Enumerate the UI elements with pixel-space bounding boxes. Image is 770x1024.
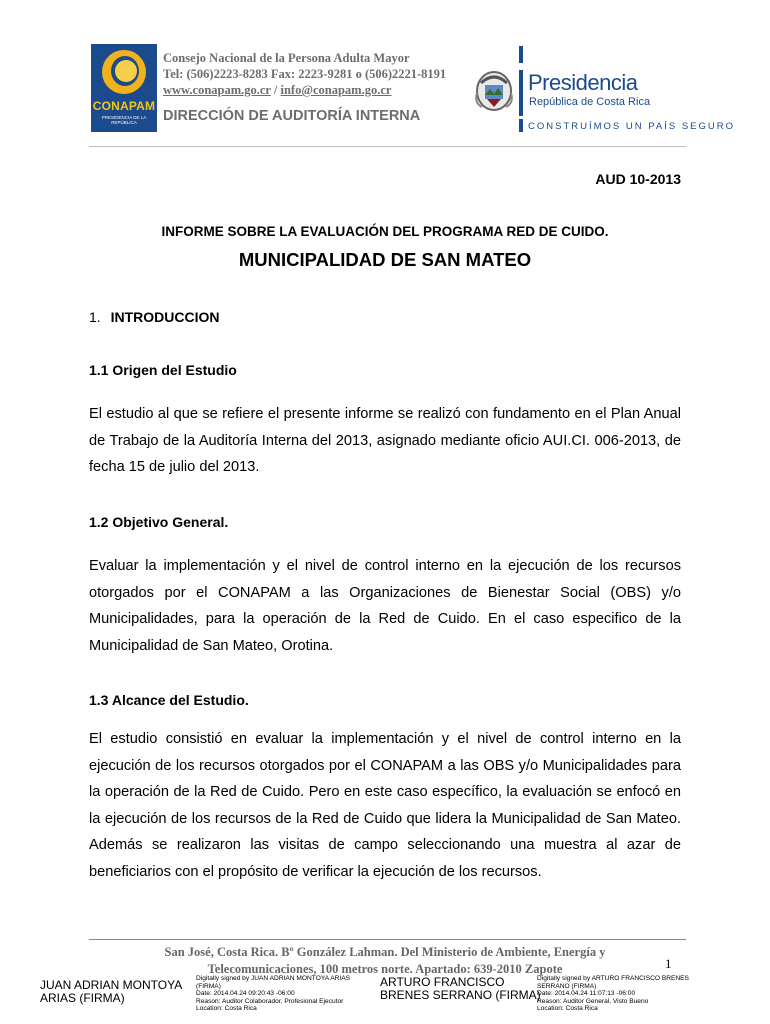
email-link[interactable]: info@conapam.go.cr (280, 83, 392, 97)
section-1-title: INTRODUCCION (110, 309, 220, 325)
coat-of-arms-icon (472, 69, 516, 113)
section-1-1-text: El estudio al que se refiere el presente informe se realizó con fundamento en el Plan Anual de Trabajo de la Auditoría Interna del 2013, asignado mediante oficio AUI.CI. 006-2013, de fecha 15 de julio del 2013. (89, 406, 681, 476)
signature-2-signed-by-2: SERRANO (FIRMA) (537, 982, 597, 990)
presidencia-bar-top (519, 46, 523, 63)
phone-numbers: Tel: (506)2223-8283 Fax: 2223-9281 o (506)2221-8191 (163, 67, 447, 81)
signature-1-name (40, 979, 182, 1005)
section-1-3-heading: 1.3 Alcance del Estudio. (89, 692, 249, 708)
presidencia-subtitle: República de Costa Rica (529, 96, 651, 108)
page-number: 1 (665, 956, 672, 971)
signature-2-date: Date: 2014.04.24 11:07:13 -06:00 (537, 990, 636, 997)
signature-1-signed-by: Digitally signed by JUAN ADRIAN MONTOYA ARIAS (196, 975, 351, 982)
government-slogan: CONSTRUÍMOS UN PAÍS SEGURO (528, 121, 736, 132)
signature-1-details[interactable] (196, 975, 350, 1013)
logo-name: CONAPAM (92, 99, 156, 113)
signature-2-location: Location: Costa Rica (537, 1005, 598, 1012)
contact-links (163, 83, 391, 98)
department-name: DIRECCIÓN DE AUDITORÍA INTERNA (163, 108, 421, 124)
logo-subtitle: PRESIDENCIA DE LA REPÚBLICA (101, 115, 147, 125)
signature-1-name-line1: JUAN ADRIAN MONTOYA (40, 978, 183, 992)
section-1-1-heading: 1.1 Origen del Estudio (89, 362, 237, 378)
signature-2-name-line1: ARTURO FRANCISCO (380, 975, 505, 989)
section-1-2-heading: 1.2 Objetivo General. (89, 514, 229, 530)
signature-1-name-line2: ARIAS (FIRMA) (40, 991, 125, 1005)
slogan-bar (519, 119, 523, 132)
header-divider (89, 146, 686, 147)
sun-logo-icon (102, 50, 146, 94)
presidencia-title: Presidencia (528, 70, 638, 95)
section-1-3-text: El estudio consistió en evaluar la implementación y el nivel de control interno en la ejecución de los recursos otorgados por el CONAPAM a las OBS y/o Municipalidades para la operación de la Red de Cuido. Pero en este caso específico, la evaluación se enfocó en la ejecución de los recursos de la Red de Cuido que lidera la Municipalidad de San Mateo. Además se realizaron las visitas de campo seleccionando una muestra al azar de beneficiarios con el propósito de verificar la ejecución de los recursos. (89, 731, 681, 880)
website-link[interactable]: www.conapam.go.cr (163, 83, 271, 97)
presidencia-bar (519, 70, 523, 116)
signature-1-reason: Reason: Auditor Colaborador, Profesional Ejecutor (196, 997, 344, 1005)
signature-2-name (380, 976, 541, 1002)
org-name: Consejo Nacional de la Persona Adulta Mayor (163, 51, 410, 65)
section-1-heading (89, 309, 219, 325)
municipality-title: MUNICIPALIDAD DE SAN MATEO (238, 249, 532, 270)
signature-1-signed-by-2: (FIRMA) (196, 982, 221, 990)
signature-2-name-line2: BRENES SERRANO (FIRMA) (380, 988, 541, 1002)
footer-divider (89, 939, 686, 940)
section-1-number: 1. (89, 309, 101, 325)
signature-2-details[interactable] (537, 975, 689, 1013)
report-reference: AUD 10-2013 (595, 171, 681, 187)
signature-2-signed-by: Digitally signed by ARTURO FRANCISCO BRENES (537, 975, 689, 982)
section-1-2-text: Evaluar la implementación y el nivel de control interno en la ejecución de los recursos otorgados por el CONAPAM a las Organizaciones de Bienestar Social (OBS) y/o Municipalidades, para la operación de la Red de Cuido. En el caso especifico de la Municipalidad de San Mateo, Orotina. (89, 558, 681, 654)
signature-2-reason: Reason: Auditor General, Visto Bueno (537, 997, 649, 1005)
footer-address: San José, Costa Rica. Bº González Lahman. Del Ministerio de Ambiente, Energía y Telecomunicaciones, 100 metros norte. Apartado: 639-2010 Zapote (164, 945, 606, 976)
report-title: INFORME SOBRE LA EVALUACIÓN DEL PROGRAMA RED DE CUIDO. (161, 224, 609, 239)
conapam-logo (91, 44, 157, 132)
signature-1-location: Location: Costa Rica (196, 1005, 257, 1012)
signature-1-date: Date: 2014.04.24 09:20:43 -06:00 (196, 990, 295, 997)
link-separator: / (270, 83, 281, 97)
